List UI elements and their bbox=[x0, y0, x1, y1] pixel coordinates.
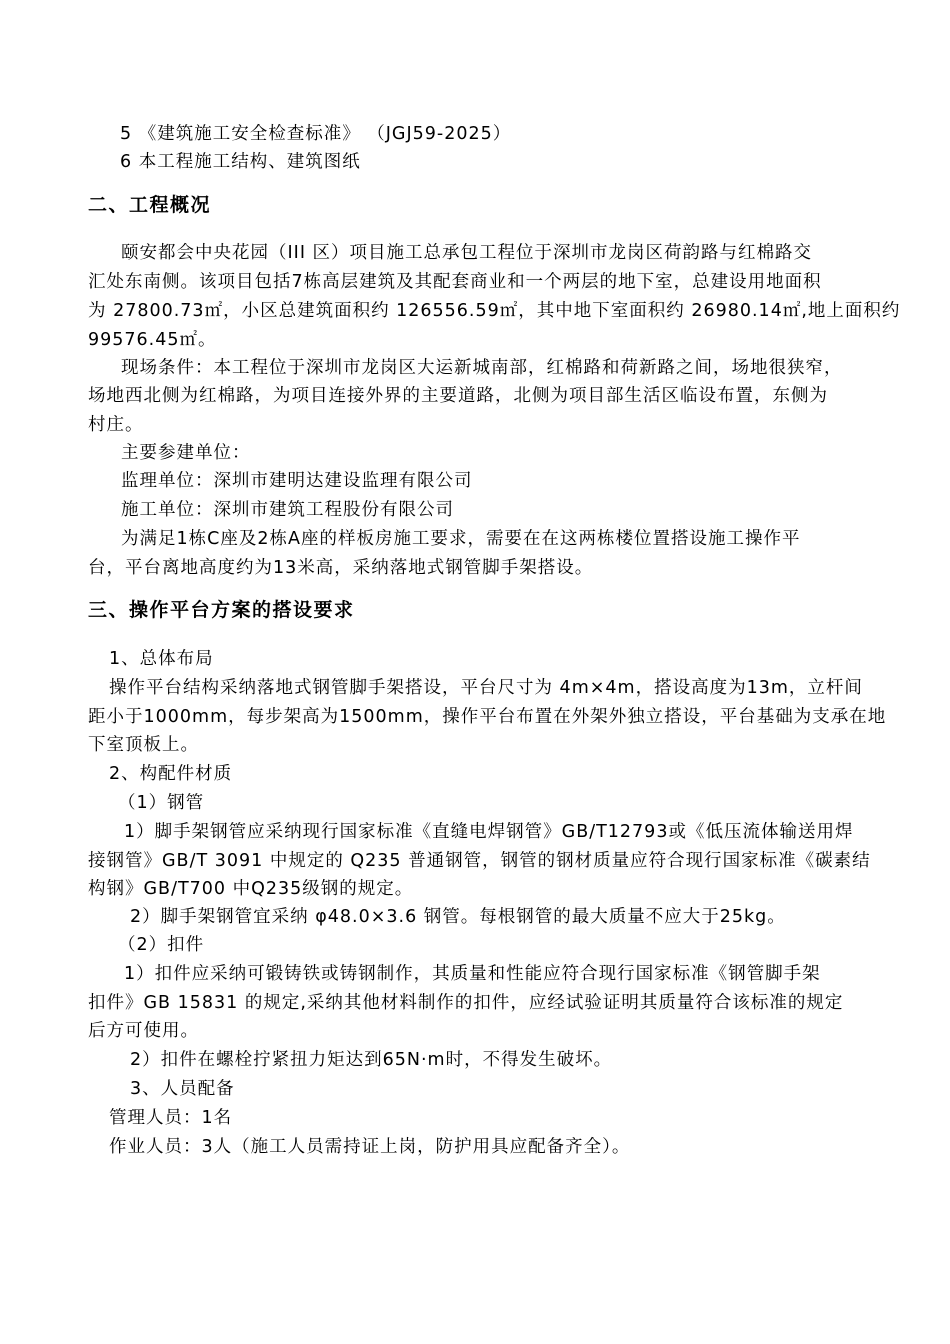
subsection-title-layout: 1、总体布局 bbox=[109, 649, 214, 669]
paragraph-line: 为 27800.73㎡，小区总建筑面积约 126556.59㎡，其中地下室面积约 26980.14㎡,地上面积约 bbox=[88, 301, 901, 321]
paragraph-line: 现场条件：本工程位于深圳市龙岗区大运新城南部，红棉路和荷新路之间，场地很狭窄， bbox=[121, 358, 843, 378]
paragraph-line: 1）脚手架钢管应采纳现行国家标准《直缝电焊钢管》GB/T12793或《低压流体输送用焊 bbox=[124, 822, 854, 842]
item-title-coupler: （2）扣件 bbox=[118, 935, 205, 955]
construction-unit: 施工单位：深圳市建筑工程股份有限公司 bbox=[121, 500, 454, 520]
paragraph-line: 后方可使用。 bbox=[88, 1021, 199, 1041]
paragraph-line: 颐安都会中央花园（III 区）项目施工总承包工程位于深圳市龙岗区荷韵路与红棉路交 bbox=[121, 243, 813, 263]
paragraph-line: 台，平台离地高度约为13米高，采纳落地式钢管脚手架搭设。 bbox=[88, 558, 594, 578]
paragraph-line: 接钢管》GB/T 3091 中规定的 Q235 普通钢管，钢管的钢材质量应符合现行国家标准《碳素结 bbox=[88, 851, 871, 871]
section-heading-platform-requirements: 三、操作平台方案的搭设要求 bbox=[88, 599, 355, 621]
supervision-unit: 监理单位：深圳市建明达建设监理有限公司 bbox=[121, 471, 473, 491]
paragraph-line: 操作平台结构采纳落地式钢管脚手架搭设，平台尺寸为 4m×4m，搭设高度为13m，立杆间 bbox=[109, 678, 863, 698]
paragraph-line: 99576.45㎡。 bbox=[88, 330, 217, 350]
staffing-workers: 作业人员：3人（施工人员需持证上岗，防护用具应配备齐全）。 bbox=[109, 1137, 631, 1157]
staffing-managers: 管理人员：1名 bbox=[109, 1108, 233, 1128]
subsection-title-materials: 2、构配件材质 bbox=[109, 764, 233, 784]
reference-item-5: 5 《建筑施工安全检查标准》 （JGJ59-2025） bbox=[120, 124, 512, 144]
paragraph-line: 场地西北侧为红棉路，为项目连接外界的主要道路，北侧为项目部生活区临设布置，东侧为 bbox=[88, 386, 828, 406]
item-title-steel-pipe: （1）钢管 bbox=[118, 793, 205, 813]
paragraph-line: 汇处东南侧。该项目包括7栋高层建筑及其配套商业和一个两层的地下室，总建设用地面积 bbox=[88, 272, 822, 292]
paragraph-line: 1）扣件应采纳可锻铸铁或铸钢制作，其质量和性能应符合现行国家标准《钢管脚手架 bbox=[124, 964, 821, 984]
paragraph-line: 为满足1栋C座及2栋A座的样板房施工要求，需要在在这两栋楼位置搭设施工操作平 bbox=[121, 529, 801, 549]
reference-item-6: 6 本工程施工结构、建筑图纸 bbox=[120, 152, 361, 172]
paragraph-line: 距小于1000mm，每步架高为1500mm，操作平台布置在外架外独立搭设，平台基础为支承在地 bbox=[88, 707, 887, 727]
participating-units-title: 主要参建单位： bbox=[121, 443, 251, 463]
paragraph-line: 2）脚手架钢管宜采纳 φ48.0×3.6 钢管。每根钢管的最大质量不应大于25kg。 bbox=[130, 907, 786, 927]
section-heading-project-overview: 二、工程概况 bbox=[88, 194, 212, 216]
paragraph-line: 2）扣件在螺栓拧紧扭力矩达到65N·m时，不得发生破坏。 bbox=[130, 1050, 613, 1070]
paragraph-line: 构钢》GB/T700 中Q235级钢的规定。 bbox=[88, 879, 414, 899]
paragraph-line: 扣件》GB 15831 的规定,采纳其他材料制作的扣件，应经试验证明其质量符合该标准的规定 bbox=[88, 993, 844, 1013]
subsection-title-staffing: 3、人员配备 bbox=[130, 1079, 235, 1099]
paragraph-line: 下室顶板上。 bbox=[88, 735, 199, 755]
paragraph-line: 村庄。 bbox=[88, 415, 144, 435]
